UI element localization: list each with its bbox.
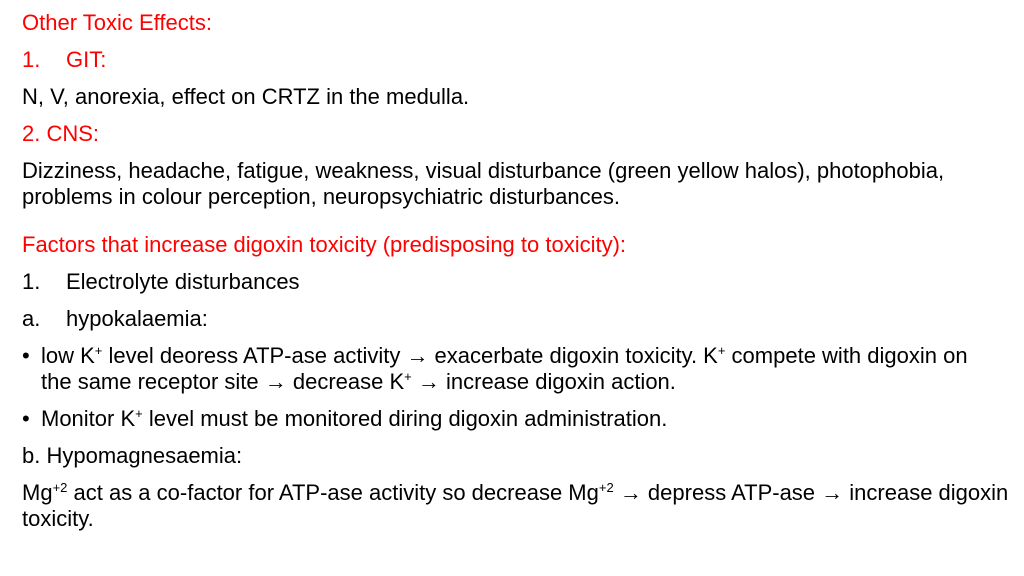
hypokalaemia-letter: a. (22, 306, 41, 331)
bullet-monitor-k-part2: level must be monitored diring digoxin administration. (142, 406, 668, 431)
superscript-plus-two: +2 (598, 480, 614, 495)
bullet-monitor-k-part1: Monitor K (41, 406, 136, 431)
superscript-plus-two: +2 (52, 480, 68, 495)
bullet-low-k (22, 343, 1012, 395)
cns-text: Dizziness, headache, fatigue, weakness, visual disturbance (green yellow halos), photophobia, problems in colour perception, neuropsychiatric disturbances. (22, 158, 945, 209)
superscript-plus: + (94, 343, 103, 358)
electrolyte-item (22, 269, 1012, 295)
superscript-plus: + (135, 406, 143, 421)
mg-text-part1: Mg (22, 480, 53, 505)
git-number: 1. (22, 47, 41, 72)
superscript-plus: + (717, 343, 726, 358)
hypomagnesaemia-heading: b. Hypomagnesaemia: (22, 443, 243, 468)
superscript-plus: + (404, 369, 412, 384)
bullet-monitor-k-text (41, 406, 991, 432)
git-text: N, V, anorexia, effect on CRTZ in the medulla. (22, 84, 470, 109)
bullet-low-k-text (41, 343, 991, 395)
factors-heading: Factors that increase digoxin toxicity (predisposing to toxicity): (22, 232, 627, 257)
bullet-icon: • (22, 406, 30, 431)
hypokalaemia-item (22, 306, 1012, 332)
electrolyte-number: 1. (22, 269, 41, 294)
hypokalaemia-label: hypokalaemia: (66, 306, 208, 331)
mg-text-part3: → depress ATP-ase → increase digoxin toxicity. (22, 480, 1009, 531)
mg-text-part2: act as a co-factor for ATP-ase activity so decrease Mg (67, 480, 599, 505)
mg-text (22, 480, 1012, 532)
electrolyte-label: Electrolyte disturbances (66, 269, 300, 294)
other-toxic-effects-heading: Other Toxic Effects: (22, 10, 212, 35)
bullet-icon: • (22, 343, 30, 368)
bullet-monitor-k (22, 406, 1012, 432)
slide-content (22, 10, 1012, 554)
bullet-low-k-part4: → increase digoxin action. (411, 369, 676, 394)
bullet-low-k-part2: level deoress ATP-ase activity → exacerbate digoxin toxicity. K (102, 343, 718, 368)
git-label: GIT: (66, 47, 107, 72)
bullet-low-k-part1: low K (41, 343, 95, 368)
cns-heading: 2. CNS: (22, 121, 100, 146)
bullet-low-k-part3: compete with digoxin on the same receptor site → decrease K (41, 343, 968, 394)
git-heading (22, 47, 1012, 73)
